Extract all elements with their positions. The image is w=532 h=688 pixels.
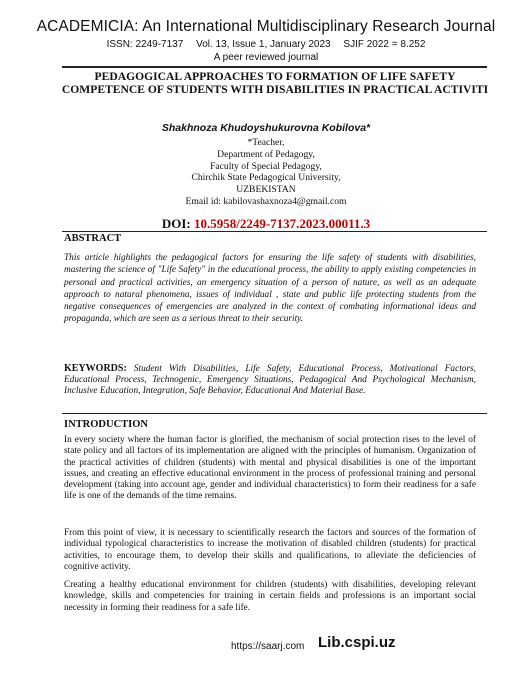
- footer-url[interactable]: https://saarj.com: [231, 641, 305, 652]
- doi-link[interactable]: 10.5958/2249-7137.2023.00011.3: [193, 216, 371, 231]
- affiliation-line: UZBEKISTAN: [236, 184, 296, 196]
- affiliation-line: *Teacher,: [247, 137, 285, 148]
- introduction-paragraph: From this point of view, it is necessary to scientifically research the factors and sources of the formation of individual typological characteristics to increase the motivation of disabled children (students) for practical activities, to encourage them, to develop their skills and qualifications, to alleviate the deficiencies of cognitive activity.: [64, 528, 476, 572]
- article-title: PEDAGOGICAL APPROACHES TO FORMATION OF LIFE SAFETY COMPETENCE OF STUDENTS WITH DISABILITIES IN PRACTICAL ACTIVITI: [61, 70, 489, 96]
- journal-meta: [0, 39, 532, 50]
- journal-subtitle: A peer reviewed journal: [213, 52, 319, 63]
- keywords: [64, 363, 476, 398]
- affiliation-line: Faculty of Special Pedagogy,: [210, 160, 322, 172]
- introduction-heading: INTRODUCTION: [64, 419, 149, 430]
- doi: [0, 216, 532, 232]
- abstract-heading: ABSTRACT: [64, 233, 122, 244]
- doi-label: DOI:: [161, 216, 194, 231]
- journal-title: ACADEMICIA: An International Multidisciplinary Research Journal: [36, 18, 496, 35]
- abstract-divider: [62, 231, 487, 232]
- introduction-divider: [62, 413, 487, 414]
- author-email[interactable]: Email id: kabilovashaxnoza4@gmail.com: [185, 195, 347, 207]
- abstract-text: This article highlights the pedagogical factors for ensuring the life safety of students with disabilities, mastering the science of "Life Safety" in the educational process, the ability to apply existing competencies in personal and practical activities, an emergency situation of a person of nature, as well as an adequate approach to natural phenomena, issues of individual , state and public life protecting students from the negative consequences of emergencies are analyzed in the context of combating informational ideas and propaganda, which are seen as a serious threat to their security.: [64, 253, 476, 325]
- keywords-label: KEYWORDS:: [64, 363, 127, 374]
- volume-issue: Vol. 13, Issue 1, January 2023: [196, 39, 331, 50]
- keywords-text: Student With Disabilities, Life Safety, Educational Process, Motivational Factors, Educational Process, Technogenic, Emergency Situations, Pedagogical And Psychological Mechanism, Inclusive Education, Integration, Safe Behavior, Educational And Material Base.: [64, 364, 476, 397]
- impact-factor: SJIF 2022 = 8.252: [343, 39, 426, 50]
- library-watermark: Lib.cspi.uz: [318, 634, 396, 651]
- introduction-paragraph: Creating a healthy educational environment for children (students) with disabilities, developing relevant knowledge, skills and competencies for training in certain fields and professions is an important social necessity in forming their readiness for a safe life.: [64, 580, 476, 613]
- affiliation-line: Chirchik State Pedagogical University,: [191, 172, 341, 184]
- author-affiliation: [0, 137, 532, 208]
- affiliation-line: Department of Pedagogy,: [217, 148, 315, 160]
- issn: ISSN: 2249-7137: [106, 39, 184, 50]
- author-name: Shakhnoza Khudoyshukurovna Kobilova*: [161, 122, 371, 134]
- header-divider: [62, 66, 487, 68]
- introduction-paragraph: In every society where the human factor is glorified, the mechanism of social protection rises to the level of state policy and all factors of its implementation are aligned with the principles of humanism. Organization of the practical activities of children (students) with mental and physical disabilities is one of the important issues, and creating an effective educational environment in the process of professional training and personal development (taking into account age, gender and individual characteristics) to form their readiness for a safe life is one of the demands of the time remains.: [64, 435, 476, 502]
